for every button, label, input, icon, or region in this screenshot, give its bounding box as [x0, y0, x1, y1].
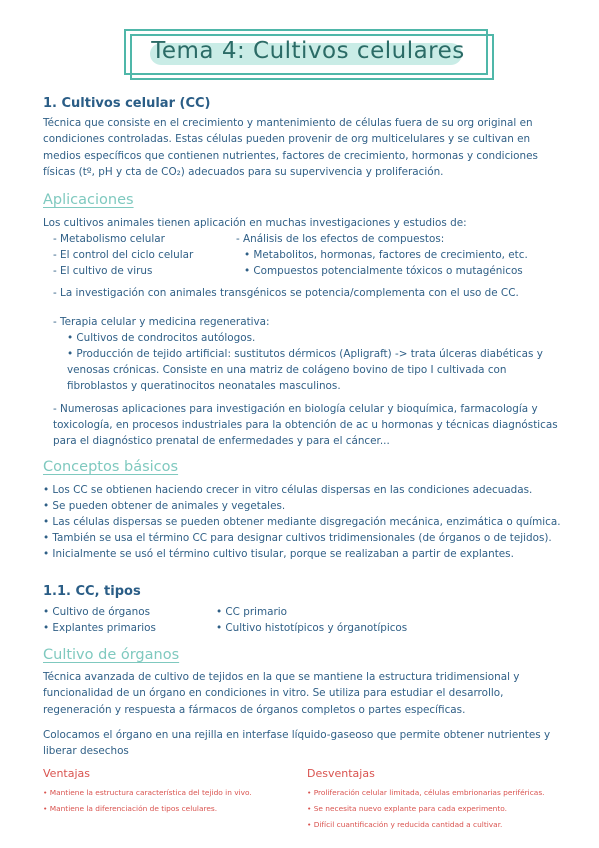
organos-text [43, 669, 588, 718]
text-line: para el diagnóstico prenatal de enfermedades y para el cáncer... [53, 435, 390, 447]
list-item: venosas crónicas. Consiste en una matriz de colágeno bovino de tipo I cultivada con [67, 364, 507, 376]
section-heading-tipos: 1.1. CC, tipos [43, 584, 141, 599]
heading-cultivo-organos: Cultivo de órganos [43, 647, 180, 663]
page-title: Tema 4: Cultivos celulares [151, 38, 465, 64]
list-item: • Producción de tejido artificial: sustitutos dérmicos (Apligraft) -> trata úlceras diabéticas y [67, 348, 543, 360]
list-item: - El control del ciclo celular [53, 249, 194, 261]
list-item: • CC primario [216, 606, 288, 618]
ventajas-heading: Ventajas [43, 767, 90, 780]
aplicaciones-therapy: - Terapia celular y medicina regenerativa: [53, 316, 270, 328]
heading-aplicaciones: Aplicaciones [43, 192, 134, 208]
list-item: • También se usa el término CC para designar cultivos tridimensionales (de órganos o de tejidos). [43, 532, 552, 544]
list-item: • Proliferación celular limitada, células embrionarias periféricas. [307, 788, 545, 797]
aplicaciones-intro: Los cultivos animales tienen aplicación en muchas investigaciones y estudios de: [43, 217, 467, 229]
list-item: - Análisis de los efectos de compuestos: [236, 233, 445, 245]
list-item: • Cultivo histotípicos y órganotípicos [216, 622, 408, 634]
section-cultivos-text [43, 115, 588, 180]
organos-text-2 [43, 727, 588, 760]
list-item: • Explantes primarios [43, 622, 156, 634]
desventajas-heading: Desventajas [307, 767, 375, 780]
aplicaciones-right-list [236, 231, 528, 279]
tipos-left-list [43, 604, 156, 636]
text-line: Técnica que consiste en el crecimiento y mantenimiento de células fuera de su org original en [43, 117, 533, 129]
list-item: • Se necesita nuevo explante para cada experimento. [307, 804, 508, 813]
list-item: • Cultivo de órganos [43, 606, 150, 618]
text-line: - Numerosas aplicaciones para investigación en biología celular y bioquímica, farmacología y [53, 403, 538, 415]
list-item: fibroblastos y queratinocitos neonatales masculinos. [67, 380, 341, 392]
section-heading-cultivos: 1. Cultivos celular (CC) [43, 96, 211, 111]
desventajas-list [307, 785, 545, 833]
text-line: físicas (tº, pH y cta de CO₂) adecuados para su supervivencia y proliferación. [43, 165, 444, 178]
list-item: • Metabolitos, hormonas, factores de crecimiento, etc. [244, 249, 528, 261]
list-item: • Compuestos potencialmente tóxicos o mutagénicos [244, 265, 523, 277]
therapy-list [67, 330, 543, 394]
tipos-right-list [216, 604, 407, 636]
aplicaciones-transgenic: - La investigación con animales transgénicos se potencia/complementa con el uso de CC. [53, 287, 519, 299]
list-item: • Los CC se obtienen haciendo crecer in vitro células dispersas en las condiciones adecuadas. [43, 484, 533, 496]
text-line: condiciones controladas. Estas células pueden provenir de org multicelulares y se cultivan en [43, 133, 531, 146]
text-line: medios específicos que contienen nutrientes, factores de crecimiento, hormonas y condiciones [43, 149, 538, 162]
list-item: • Difícil cuantificación y reducida cantidad a cultivar. [307, 820, 503, 829]
list-item: • Mantiene la diferenciación de tipos celulares. [43, 804, 218, 813]
aplicaciones-left-list [53, 231, 193, 279]
conceptos-list [43, 482, 561, 562]
list-item: • Las células dispersas se pueden obtener mediante disgregación mecánica, enzimática o química. [43, 516, 561, 528]
list-item: • Se pueden obtener de animales y vegetales. [43, 500, 286, 512]
list-item: • Cultivos de condrocitos autólogos. [67, 332, 256, 344]
text-line: toxicología, en procesos industriales para la obtención de ac u hormonas y técnicas diagnósticas [53, 419, 558, 431]
list-item: • Inicialmente se usó el término cultivo tisular, porque se realizaban a partir de explantes. [43, 548, 514, 560]
list-item: - El cultivo de virus [53, 265, 153, 277]
text-line: Técnica avanzada de cultivo de tejidos en la que se mantiene la estructura tridimensional y [43, 671, 520, 683]
heading-conceptos: Conceptos básicos [43, 459, 179, 475]
text-line: regeneración y respuesta a fármacos de órganos completos o partes específicas. [43, 703, 466, 716]
text-line: Colocamos el órgano en una rejilla en interfase líquido-gaseoso que permite obtener nutrientes y [43, 729, 551, 741]
text-line: liberar desechos [43, 745, 129, 758]
list-item: • Mantiene la estructura característica del tejido in vivo. [43, 788, 252, 797]
text-line: funcionalidad de un órgano en condiciones in vitro. Se utiliza para estudiar el desarrollo, [43, 687, 504, 700]
list-item: - Metabolismo celular [53, 233, 165, 245]
ventajas-list [43, 785, 252, 817]
aplicaciones-more [53, 401, 558, 449]
